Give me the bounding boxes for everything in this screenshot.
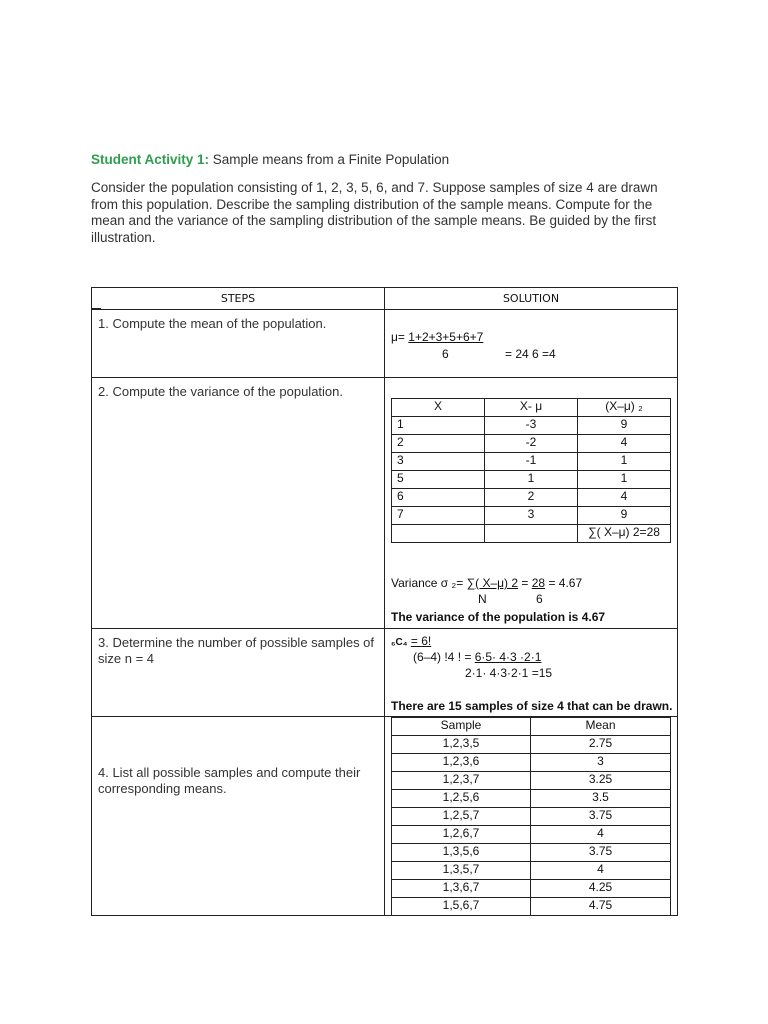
cell: 2.75 [531, 736, 671, 754]
cell: -2 [485, 435, 578, 453]
variance-num-28: 28 [531, 576, 546, 590]
table-row [392, 844, 671, 862]
solution-1 [385, 310, 678, 378]
table-row [392, 790, 671, 808]
cell: 4 [531, 826, 671, 844]
cell: 1,5,6,7 [392, 898, 531, 916]
activity-title: Sample means from a Finite Population [212, 152, 450, 167]
cell: 4 [578, 435, 671, 453]
variance-result: = 4.67 [548, 576, 583, 590]
table-row [392, 525, 671, 543]
cell [485, 525, 578, 543]
cell: 9 [578, 507, 671, 525]
variance-conclusion: The variance of the population is 4.67 [391, 610, 606, 624]
combination-prefix: ₆C₄ [391, 637, 408, 648]
variance-table [391, 398, 671, 543]
table-row [392, 808, 671, 826]
step-3: 3. Determine the number of possible samples of size n = 4 [92, 629, 385, 717]
col-x-minus-mu: X- μ [485, 399, 578, 417]
cell: 4.25 [531, 880, 671, 898]
combination-expansion: 6·5· 4·3 ·2·1 [474, 650, 542, 664]
cell: 1,3,5,6 [392, 844, 531, 862]
cell: 4 [531, 862, 671, 880]
combination-eq: = [410, 634, 422, 648]
variance-den-6: 6 [536, 592, 543, 606]
solution-3 [385, 629, 678, 717]
table-row [92, 717, 678, 916]
variance-den-n: N [478, 592, 487, 606]
table-row [392, 862, 671, 880]
table-row [392, 754, 671, 772]
cell: 2 [485, 489, 578, 507]
cell: 1,3,5,7 [392, 862, 531, 880]
combination-denominator: (6–4) !4 ! = [413, 650, 475, 664]
cell: 4 [578, 489, 671, 507]
combination-line-2 [413, 650, 541, 664]
mean-denominator: 6 [442, 347, 449, 361]
cell: 1 [392, 417, 485, 435]
step-1: 1. Compute the mean of the population. [92, 310, 385, 378]
mean-numerator: 1+2+3+5+6+7 [408, 330, 484, 344]
table-row [92, 310, 678, 378]
mean-lhs: μ= [391, 330, 405, 344]
cell: 9 [578, 417, 671, 435]
mean-formula [391, 330, 483, 344]
table-row [392, 489, 671, 507]
variance-numerator: ∑( X–μ) 2 [466, 576, 519, 590]
cell: 7 [392, 507, 485, 525]
table-row [392, 772, 671, 790]
cell: -3 [485, 417, 578, 435]
cell: 3.75 [531, 808, 671, 826]
table-row [392, 826, 671, 844]
equals: = [521, 576, 532, 590]
cell: 1 [485, 471, 578, 489]
table-row [392, 435, 671, 453]
solution-2 [385, 378, 678, 629]
combination-line-1 [391, 634, 431, 648]
cell: 5 [392, 471, 485, 489]
cell: 3 [392, 453, 485, 471]
solution-4 [385, 717, 678, 916]
col-x: X [392, 399, 485, 417]
cell: 6 [392, 489, 485, 507]
activity-table [91, 287, 678, 916]
sum-cell: ∑( X–μ) 2=28 [578, 525, 671, 543]
mean-result: = 24 6 =4 [505, 347, 556, 361]
cell: 3.25 [531, 772, 671, 790]
variance-table-header [392, 399, 671, 417]
cell: 3.5 [531, 790, 671, 808]
samples-table [391, 717, 671, 916]
table-row [392, 507, 671, 525]
table-row [392, 417, 671, 435]
cell: 3.75 [531, 844, 671, 862]
cell: 3 [531, 754, 671, 772]
table-row [392, 453, 671, 471]
cell: 1,2,3,6 [392, 754, 531, 772]
cell: 1,2,5,6 [392, 790, 531, 808]
cell: 1,2,6,7 [392, 826, 531, 844]
cell: 1 [578, 453, 671, 471]
solution-header: SOLUTION [385, 288, 678, 310]
cell: 1 [578, 471, 671, 489]
combination-conclusion: There are 15 samples of size 4 that can be drawn. [391, 699, 673, 713]
step-2: 2. Compute the variance of the population. [92, 378, 385, 629]
table-row [392, 898, 671, 916]
col-sample: Sample [392, 718, 531, 736]
cell: 2 [392, 435, 485, 453]
table-row [392, 880, 671, 898]
cell [392, 525, 485, 543]
samples-header [392, 718, 671, 736]
cell: 1,2,3,5 [392, 736, 531, 754]
col-squared: (X–μ) ₂ [578, 399, 671, 417]
combination-line-3: 2·1· 4·3·2·1 =15 [465, 666, 553, 680]
cell: 1,2,5,7 [392, 808, 531, 826]
activity-label: Student Activity 1: [91, 152, 210, 167]
table-row [392, 736, 671, 754]
cell: 1,2,3,7 [392, 772, 531, 790]
variance-label: Variance σ ₂= [391, 576, 464, 590]
cell: 3 [485, 507, 578, 525]
cell: 1,3,6,7 [392, 880, 531, 898]
table-row [92, 629, 678, 717]
step-4: 4. List all possible samples and compute their corresponding means. [92, 717, 385, 916]
activity-heading [91, 152, 449, 167]
table-row [92, 378, 678, 629]
intro-paragraph: Consider the population consisting of 1, 2, 3, 5, 6, and 7. Suppose samples of size 4 are drawn from this population. Describe the sampling distribution of the sample means. Compute for the mean and the variance of the sampling distribution of the sample means. Be guided by the first illustration. [91, 180, 658, 245]
cell: 4.75 [531, 898, 671, 916]
table-row [392, 471, 671, 489]
combination-fact: 6! [421, 634, 432, 648]
steps-header: STEPS [92, 288, 385, 310]
variance-formula [391, 576, 582, 590]
cell: -1 [485, 453, 578, 471]
table-header-row [92, 288, 678, 310]
col-mean: Mean [531, 718, 671, 736]
